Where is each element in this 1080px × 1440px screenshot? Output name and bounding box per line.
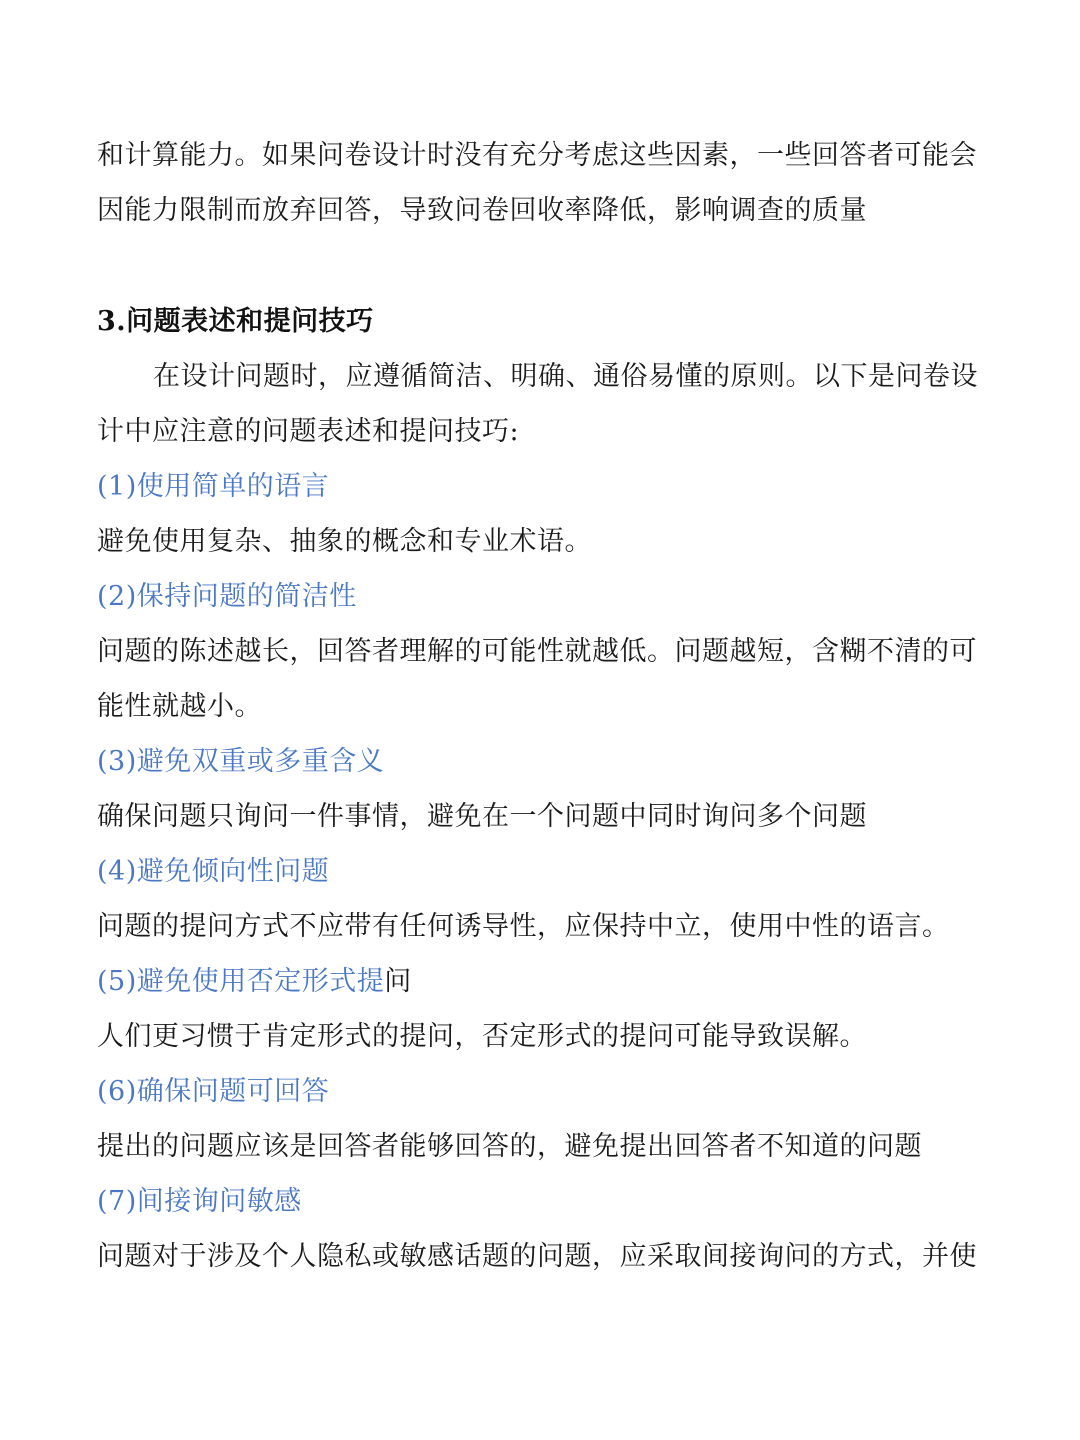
item-body-3: 确保问题只询问一件事情，避免在一个问题中同时询问多个问题: [97, 801, 867, 832]
section-title: 3.问题表述和提问技巧: [97, 306, 374, 337]
item-body-2-line-2: 能性就越小。: [97, 691, 262, 722]
item-heading-5-blue: (5)避免使用否定形式提: [97, 966, 385, 997]
item-body-4: 问题的提问方式不应带有任何诱导性，应保持中立，使用中性的语言。: [97, 911, 950, 942]
item-body-1: 避免使用复杂、抽象的概念和专业术语。: [97, 526, 592, 557]
item-heading-2: (2)保持问题的简洁性: [97, 581, 357, 612]
item-heading-5-tail: 问: [384, 966, 412, 997]
item-heading-5: [97, 964, 412, 1000]
item-body-6: 提出的问题应该是回答者能够回答的，避免提出回答者不知道的问题: [97, 1131, 922, 1162]
item-heading-6: (6)确保问题可回答: [97, 1076, 330, 1107]
item-heading-1: (1)使用简单的语言: [97, 471, 330, 502]
item-heading-4: (4)避免倾向性问题: [97, 856, 330, 887]
item-heading-3: (3)避免双重或多重含义: [97, 746, 385, 777]
intro-line-1: 和计算能力。如果问卷设计时没有充分考虑这些因素，一些回答者可能会: [97, 140, 977, 171]
section-intro-line-1: 在设计问题时，应遵循简洁、明确、通俗易懂的原则。以下是问卷设: [153, 361, 978, 392]
item-heading-7: (7)间接询问敏感: [97, 1186, 302, 1217]
intro-line-2: 因能力限制而放弃回答，导致问卷回收率降低，影响调查的质量: [97, 195, 867, 226]
item-body-5: 人们更习惯于肯定形式的提问，否定形式的提问可能导致误解。: [97, 1021, 867, 1052]
item-body-2-line-1: 问题的陈述越长，回答者理解的可能性就越低。问题越短，含糊不清的可: [97, 636, 977, 667]
section-intro-line-2: 计中应注意的问题表述和提问技巧:: [97, 416, 520, 447]
item-body-7: 问题对于涉及个人隐私或敏感话题的问题，应采取间接询问的方式，并使: [97, 1241, 977, 1272]
